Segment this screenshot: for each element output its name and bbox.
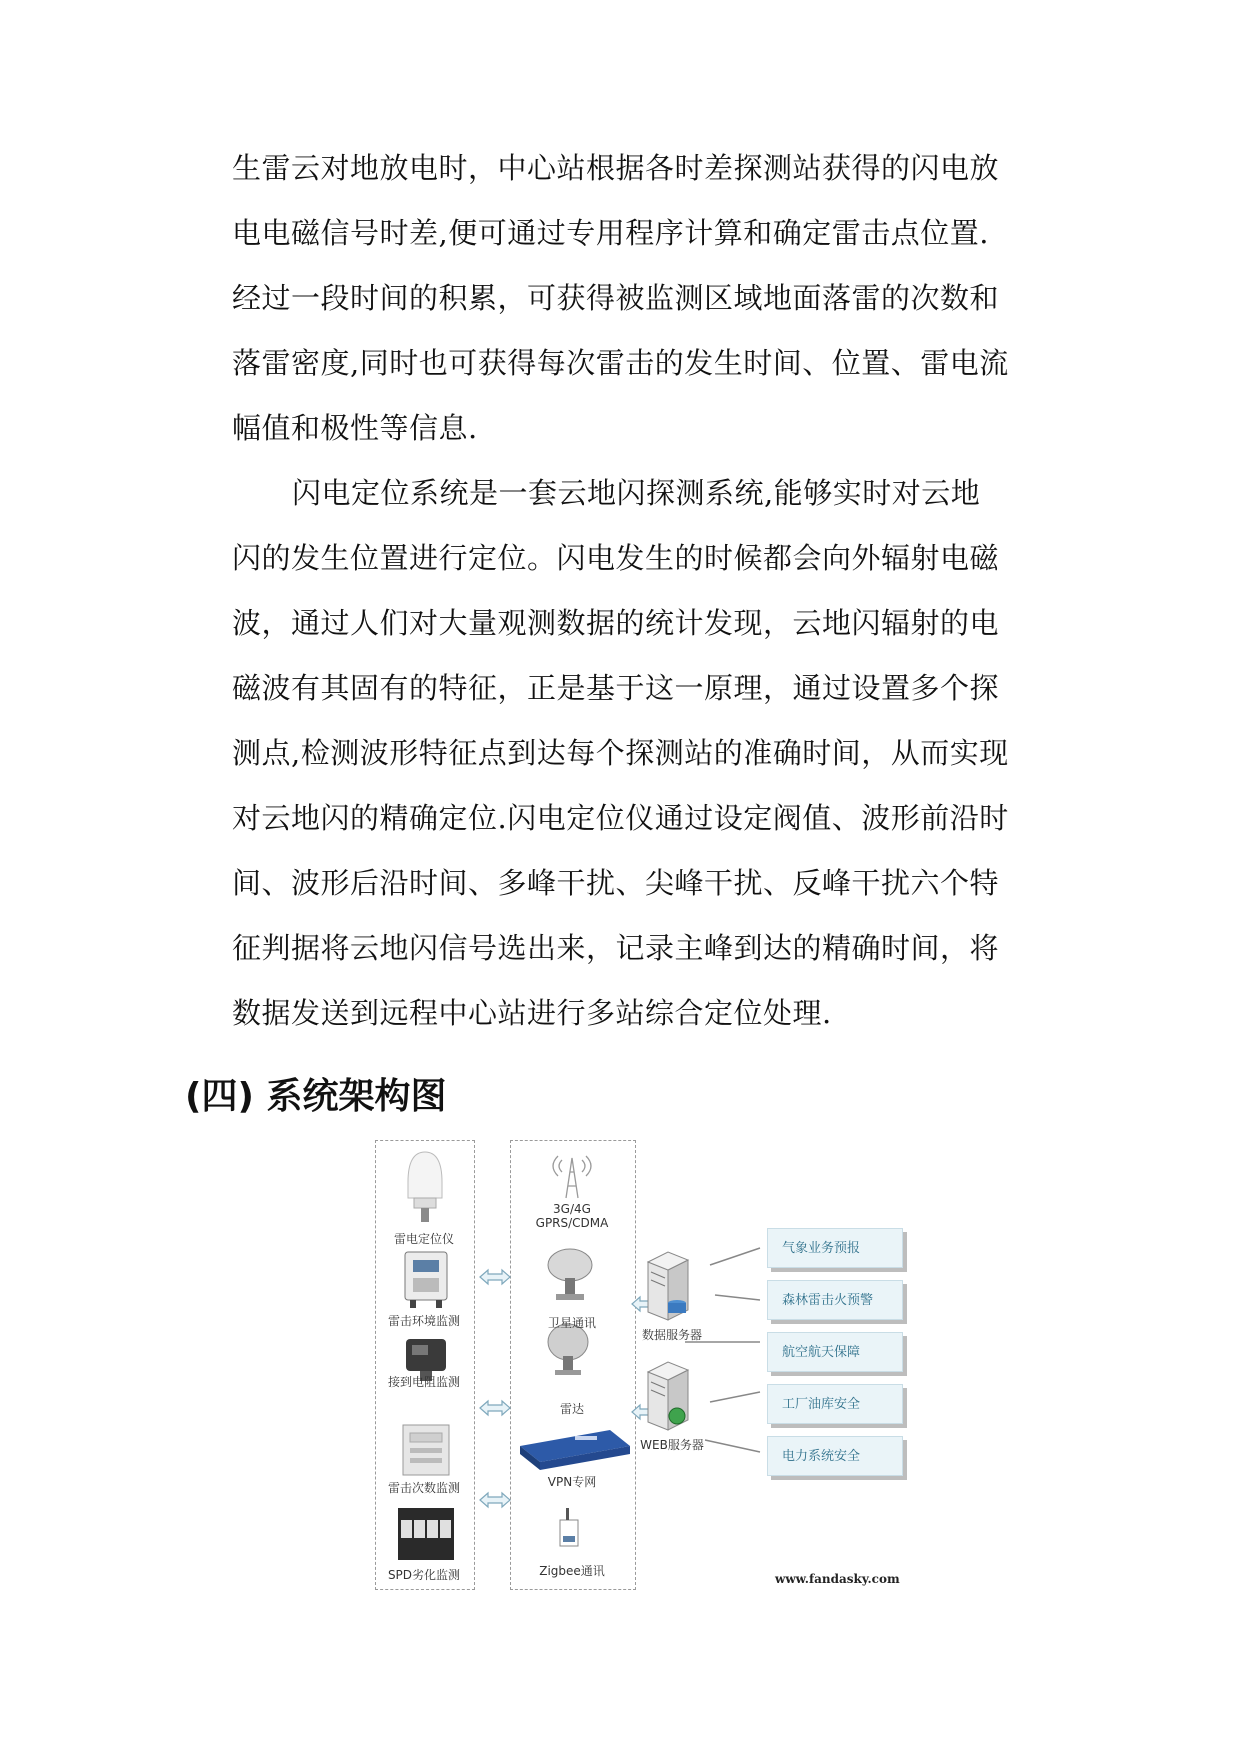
connector-lines [685,1248,760,1452]
text-line: 电电磁信号时差,便可通过专用程序计算和确定雷击点位置. [232,216,989,250]
radar-icon [548,1324,588,1375]
text-line: 落雷密度,同时也可获得每次雷击的发生时间、位置、雷电流 [232,346,1009,380]
text-line: 生雷云对地放电时，中心站根据各时差探测站获得的闪电放 [232,151,1000,185]
web-server-icon [648,1362,688,1430]
application-box: 工厂油库安全 [767,1384,903,1424]
server-label: 数据服务器 [641,1328,702,1342]
zigbee-module-icon [560,1508,578,1546]
system-architecture-diagram [370,1140,920,1600]
text-line: 对云地闪的精确定位.闪电定位仪通过设定阀值、波形前沿时 [232,801,1009,835]
text-line: 闪电定位系统是一套云地闪探测系统,能够实时对云地 [292,476,981,510]
text-line: 波，通过人们对大量观测数据的统计发现，云地闪辐射的电 [232,606,1000,640]
device-label: 雷击环境监测 [387,1314,460,1328]
comm-label: 雷达 [559,1402,584,1416]
text-line: 幅值和极性等信息. [232,411,478,445]
device-label: 雷电定位仪 [393,1232,454,1246]
server-label: WEB服务器 [640,1438,704,1452]
comm-label: Zigbee通讯 [539,1564,605,1578]
comm-label: VPN专网 [547,1475,597,1489]
text-line: 间、波形后沿时间、多峰干扰、尖峰干扰、反峰干扰六个特 [232,866,1000,900]
spd-module-icon [398,1508,454,1560]
text-line: 征判据将云地闪信号选出来，记录主峰到达的精确时间，将 [232,931,1000,965]
text-line: 数据发送到远程中心站进行多站综合定位处理. [232,996,832,1030]
strike-counter-icon [403,1425,449,1475]
satellite-dish-icon [548,1249,592,1300]
cell-tower-icon [553,1156,591,1198]
device-label: 接到电阻监测 [387,1375,460,1389]
application-box: 航空航天保障 [767,1332,903,1372]
lightning-locator-icon [408,1152,442,1222]
application-box: 电力系统安全 [767,1436,903,1476]
website-watermark: www.fandasky.com [775,1572,900,1586]
comm-label: GPRS/CDMA [535,1216,609,1230]
text-line: 磁波有其固有的特征，正是基于这一原理，通过设置多个探 [232,671,1000,705]
data-server-icon [648,1252,688,1320]
application-box: 气象业务预报 [767,1228,903,1268]
text-line: 闪的发生位置进行定位。闪电发生的时候都会向外辐射电磁 [232,541,1000,575]
text-line: 经过一段时间的积累，可获得被监测区域地面落雷的次数和 [232,281,1000,315]
device-label: 雷击次数监测 [387,1481,460,1495]
section-heading: (四) 系统架构图 [185,1076,447,1117]
environment-monitor-icon [405,1252,447,1308]
application-box: 森林雷击火预警 [767,1280,903,1320]
double-arrow-icon [480,1270,662,1507]
comm-label: 卫星通讯 [547,1316,596,1330]
comm-label: 3G/4G [553,1202,591,1216]
device-label: SPD劣化监测 [387,1568,461,1582]
text-line: 测点,检测波形特征点到达每个探测站的准确时间，从而实现 [232,736,1009,770]
vpn-router-icon [520,1430,630,1470]
